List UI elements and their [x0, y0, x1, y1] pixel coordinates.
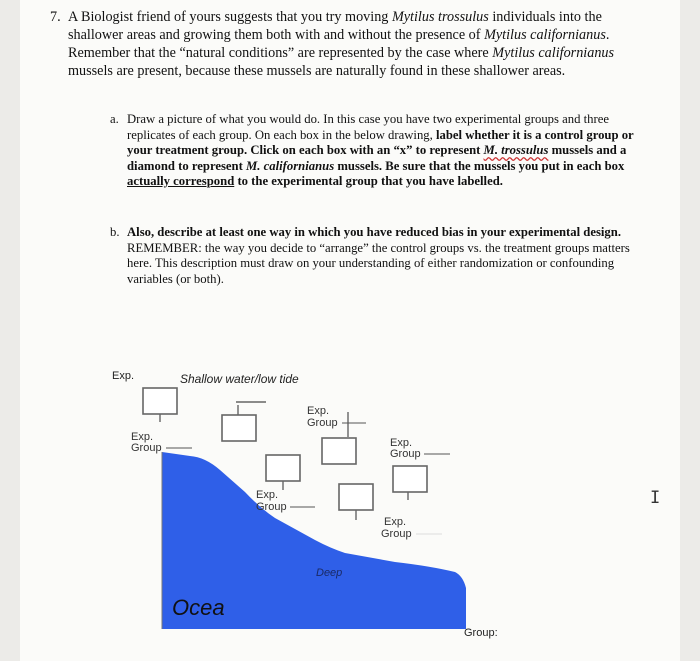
text-cursor-icon: I — [650, 488, 661, 508]
part-a-bold: mussels and a diamond to represent — [127, 143, 627, 173]
group-box-5[interactable] — [339, 484, 373, 510]
part-b-text: REMEMBER: the way you decide to “arrange” the control groups vs. the treatment groups matters here. This description must draw on your understanding of either randomization or confounding variables (or both). — [127, 240, 630, 286]
ocean-label: Ocea — [172, 595, 225, 620]
deep-label: Deep — [316, 567, 343, 579]
group-label-line2: Group — [381, 528, 412, 540]
species-name: M. californianus — [246, 158, 335, 173]
part-a-bold: mussels. Be sure that the mussels you put in each box — [337, 158, 625, 173]
group-label-line1: Exp. — [384, 516, 407, 528]
species-name: Mytilus californianus — [484, 27, 606, 43]
species-name: Mytilus californianus — [492, 45, 615, 61]
part-a-bold: label whether it is a control group or your treatment group. Click on each box with an “x” to represent — [127, 127, 634, 157]
group-box-2[interactable] — [222, 415, 256, 441]
diagram-title: Shallow water/low tide — [180, 372, 299, 386]
intro-post: . Remember that the “natural conditions” are represented by the case where — [68, 27, 610, 61]
group-label-line1: Exp. — [131, 431, 154, 443]
group-label-line2: Group — [256, 501, 287, 513]
group-label-line1: Exp. — [307, 405, 330, 417]
exp-label: Exp. — [112, 370, 135, 382]
part-b-label: b. — [110, 225, 120, 239]
group-label-bottom: Group: — [464, 627, 498, 639]
part-a-label: a. — [110, 112, 119, 126]
group-box-1[interactable] — [143, 388, 177, 414]
group-label-line1: Exp. — [390, 437, 413, 449]
group-box-3[interactable] — [266, 455, 300, 481]
question-number: 7. — [50, 9, 61, 25]
intro-mid: individuals into the shallower areas and growing them both with and without the presence of — [68, 9, 602, 43]
group-box-6[interactable] — [393, 466, 427, 492]
group-label-line1: Exp. — [256, 489, 279, 501]
part-b-bold: Also, describe at least one way in which you have reduced bias in your experimental design. — [127, 225, 622, 239]
intro-pre: A Biologist friend of yours suggests that you try moving — [68, 9, 389, 25]
species-name: Mytilus trossulus — [391, 9, 489, 25]
species-name: M. trossulus — [483, 143, 549, 157]
part-a-bold: to the experimental group that you have labelled. — [237, 174, 503, 188]
group-box-4[interactable] — [322, 438, 356, 464]
group-label-line2: Group — [307, 417, 338, 429]
group-label-line2: Group — [390, 448, 421, 460]
group-label-line2: Group — [131, 442, 162, 454]
intro-end: mussels are present, because these mussels are naturally found in these shallower areas. — [68, 63, 566, 79]
underlined-text: actually correspond — [127, 174, 235, 188]
part-a-text: Draw a picture of what you would do. In this case you have two experimental groups and three replicates of each group. On each box in the below drawing, — [127, 112, 609, 142]
